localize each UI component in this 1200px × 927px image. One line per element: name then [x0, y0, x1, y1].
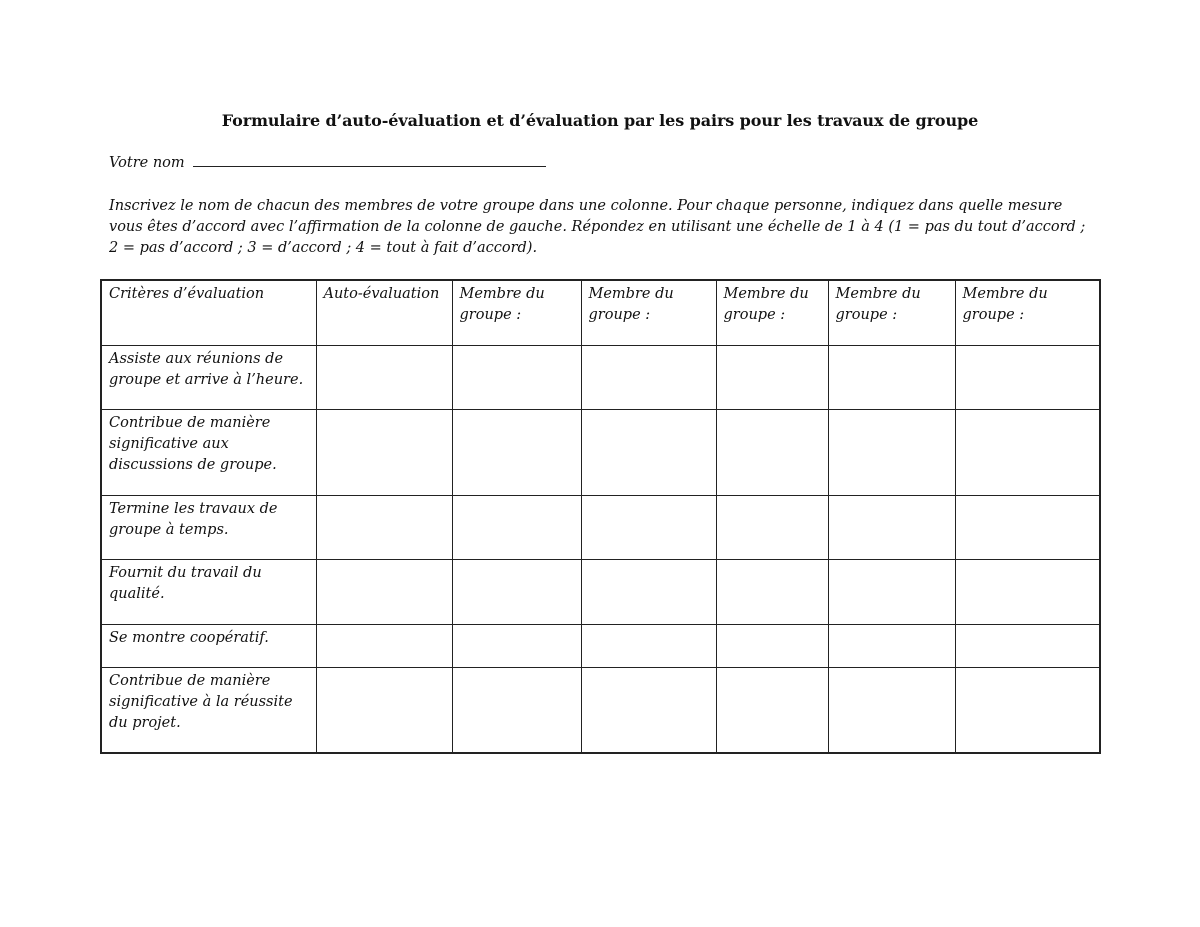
score-cell[interactable]: [828, 495, 955, 559]
score-cell[interactable]: [828, 559, 955, 624]
evaluation-table: [100, 279, 1101, 754]
table-row: [101, 345, 1100, 409]
score-cell[interactable]: [955, 624, 1100, 667]
score-cell[interactable]: [828, 667, 955, 753]
header-member-4: Membre du groupe :: [828, 280, 955, 345]
header-criteria: Critères d’évaluation: [101, 280, 316, 345]
criterion-label: Contribue de manière significative à la réussite du projet.: [101, 667, 316, 753]
table-row: [101, 495, 1100, 559]
score-cell[interactable]: [716, 409, 828, 495]
score-cell[interactable]: [316, 495, 452, 559]
score-cell[interactable]: [716, 345, 828, 409]
score-cell[interactable]: [316, 409, 452, 495]
criterion-label: Contribue de manière significative aux discussions de groupe.: [101, 409, 316, 495]
table-row: [101, 624, 1100, 667]
header-row: [101, 280, 1100, 345]
score-cell[interactable]: [716, 495, 828, 559]
score-cell[interactable]: [452, 624, 581, 667]
criterion-label: Termine les travaux de groupe à temps.: [101, 495, 316, 559]
score-cell[interactable]: [828, 345, 955, 409]
score-cell[interactable]: [581, 559, 716, 624]
instructions-paragraph: Inscrivez le nom de chacun des membres de votre groupe dans une colonne. Pour chaque personne, indiquez dans quelle mesure vous êtes d’accord avec l’affirmation de la colonne de gauche. Répondez en utilisant une échelle de 1 à 4 (1 = pas du tout d’accord ; 2 = pas d’accord ; 3 = d’accord ; 4 = tout à fait d’accord).: [109, 198, 1086, 256]
criterion-label: Se montre coopératif.: [101, 624, 316, 667]
name-blank-line[interactable]: [193, 154, 546, 167]
score-cell[interactable]: [581, 409, 716, 495]
header-member-3: Membre du groupe :: [716, 280, 828, 345]
score-cell[interactable]: [716, 667, 828, 753]
score-cell[interactable]: [955, 495, 1100, 559]
table-row: [101, 409, 1100, 495]
score-cell[interactable]: [452, 559, 581, 624]
name-field-row: [109, 154, 546, 171]
form-title: Formulaire d’auto-évaluation et d’évaluation par les pairs pour les travaux de groupe: [221, 111, 979, 130]
score-cell[interactable]: [316, 345, 452, 409]
score-cell[interactable]: [581, 624, 716, 667]
score-cell[interactable]: [716, 624, 828, 667]
header-self-evaluation: Auto-évaluation: [316, 280, 452, 345]
score-cell[interactable]: [581, 495, 716, 559]
score-cell[interactable]: [452, 345, 581, 409]
score-cell[interactable]: [828, 624, 955, 667]
score-cell[interactable]: [955, 345, 1100, 409]
header-member-1: Membre du groupe :: [452, 280, 581, 345]
score-cell[interactable]: [581, 345, 716, 409]
criterion-label: Assiste aux réunions de groupe et arrive à l’heure.: [101, 345, 316, 409]
score-cell[interactable]: [452, 409, 581, 495]
header-member-2: Membre du groupe :: [581, 280, 716, 345]
score-cell[interactable]: [716, 559, 828, 624]
score-cell[interactable]: [316, 667, 452, 753]
score-cell[interactable]: [828, 409, 955, 495]
score-cell[interactable]: [452, 667, 581, 753]
score-cell[interactable]: [955, 667, 1100, 753]
table-row: [101, 667, 1100, 753]
table-row: [101, 559, 1100, 624]
criterion-label: Fournit du travail du qualité.: [101, 559, 316, 624]
score-cell[interactable]: [316, 559, 452, 624]
name-label: Votre nom: [109, 155, 185, 171]
score-cell[interactable]: [955, 409, 1100, 495]
score-cell[interactable]: [452, 495, 581, 559]
score-cell[interactable]: [955, 559, 1100, 624]
score-cell[interactable]: [581, 667, 716, 753]
header-member-5: Membre du groupe :: [955, 280, 1100, 345]
score-cell[interactable]: [316, 624, 452, 667]
